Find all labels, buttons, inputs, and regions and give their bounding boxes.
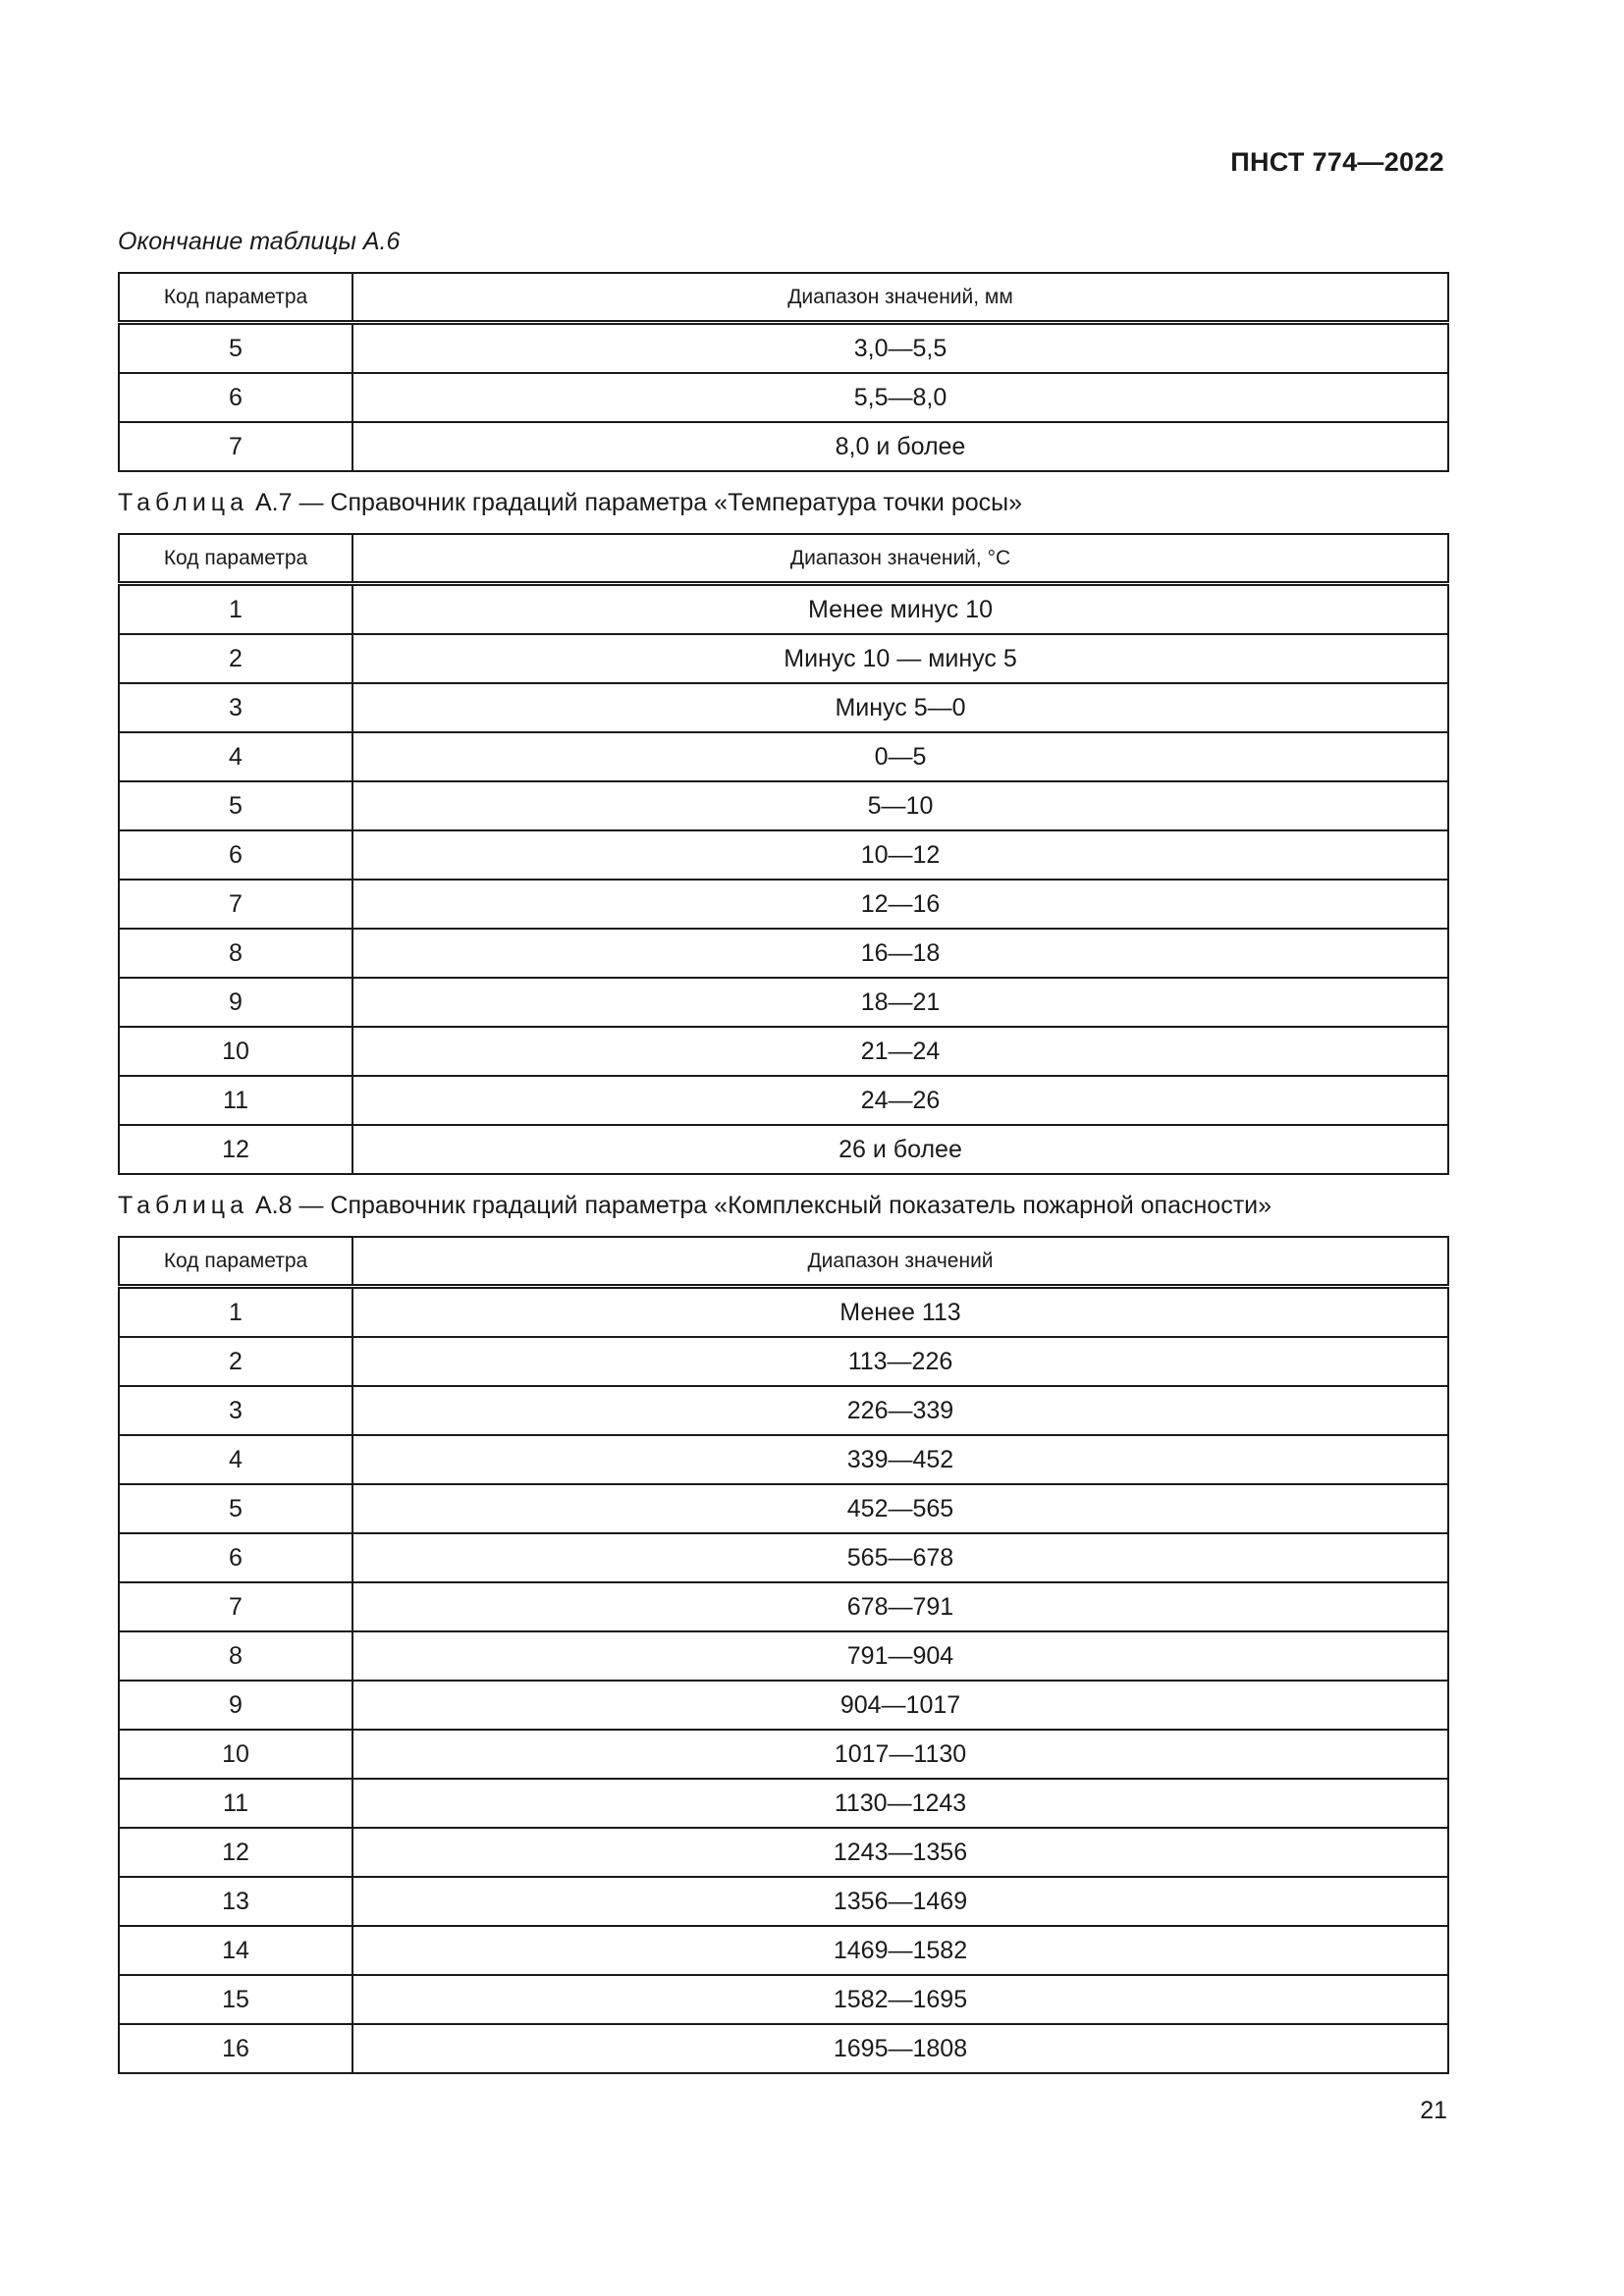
column-header-range: Диапазон значений, °С — [352, 534, 1448, 584]
value-range-cell: 226—339 — [352, 1386, 1448, 1435]
value-range-cell: 904—1017 — [352, 1681, 1448, 1730]
parameter-code-cell: 10 — [119, 1027, 352, 1076]
table-row — [119, 1435, 1448, 1484]
table-a8-caption-text: А.8 — Справочник градаций параметра «Комплексный показатель пожарной опасности» — [254, 1192, 1272, 1219]
value-range-cell: 113—226 — [352, 1337, 1448, 1386]
table-a8 — [118, 1236, 1449, 2074]
value-range-cell: 0—5 — [352, 732, 1448, 781]
parameter-code-cell: 2 — [119, 634, 352, 683]
table-row — [119, 2024, 1448, 2073]
value-range-cell: Минус 5—0 — [352, 683, 1448, 732]
value-range-cell: 16—18 — [352, 929, 1448, 978]
table-row — [119, 1027, 1448, 1076]
value-range-cell: 1356—1469 — [352, 1877, 1448, 1926]
parameter-code-cell: 7 — [119, 1582, 352, 1631]
column-header-code: Код параметра — [119, 1237, 352, 1287]
table-row — [119, 1386, 1448, 1435]
parameter-code-cell: 10 — [119, 1730, 352, 1779]
table-row — [119, 1730, 1448, 1779]
table-row — [119, 781, 1448, 830]
table-row — [119, 1975, 1448, 2024]
value-range-cell: 1469—1582 — [352, 1926, 1448, 1975]
value-range-cell: 12—16 — [352, 880, 1448, 929]
value-range-cell: 8,0 и более — [352, 422, 1448, 471]
parameter-code-cell: 16 — [119, 2024, 352, 2073]
parameter-code-cell: 7 — [119, 880, 352, 929]
parameter-code-cell: 6 — [119, 373, 352, 422]
parameter-code-cell: 4 — [119, 732, 352, 781]
column-header-code: Код параметра — [119, 273, 352, 323]
table-a7-caption-prefix: Таблица — [118, 489, 249, 516]
table-row — [119, 1828, 1448, 1877]
parameter-code-cell: 4 — [119, 1435, 352, 1484]
table-row — [119, 1631, 1448, 1681]
table-a8-body — [119, 1287, 1448, 2074]
table-row — [119, 1484, 1448, 1533]
table-row — [119, 634, 1448, 683]
column-header-range: Диапазон значений — [352, 1237, 1448, 1287]
parameter-code-cell: 2 — [119, 1337, 352, 1386]
value-range-cell: 1582—1695 — [352, 1975, 1448, 2024]
table-row — [119, 732, 1448, 781]
parameter-code-cell: 13 — [119, 1877, 352, 1926]
table-row — [119, 1076, 1448, 1125]
table-row — [119, 1779, 1448, 1828]
table-header-row — [119, 1237, 1448, 1287]
value-range-cell: 1695—1808 — [352, 2024, 1448, 2073]
table-row — [119, 1926, 1448, 1975]
table-row — [119, 683, 1448, 732]
value-range-cell: 1130—1243 — [352, 1779, 1448, 1828]
table-row — [119, 323, 1448, 374]
parameter-code-cell: 12 — [119, 1125, 352, 1174]
table-row — [119, 584, 1448, 635]
table-a7-body — [119, 584, 1448, 1175]
parameter-code-cell: 3 — [119, 1386, 352, 1435]
value-range-cell: 5—10 — [352, 781, 1448, 830]
document-id: ПНСТ 774—2022 — [1230, 147, 1444, 177]
parameter-code-cell: 11 — [119, 1779, 352, 1828]
parameter-code-cell: 6 — [119, 1533, 352, 1582]
value-range-cell: Минус 10 — минус 5 — [352, 634, 1448, 683]
value-range-cell: 339—452 — [352, 1435, 1448, 1484]
table-a8-caption — [118, 1192, 1272, 1220]
parameter-code-cell: 9 — [119, 978, 352, 1027]
column-header-code: Код параметра — [119, 534, 352, 584]
parameter-code-cell: 5 — [119, 1484, 352, 1533]
table-row — [119, 1533, 1448, 1582]
table-row — [119, 1337, 1448, 1386]
table-row — [119, 1582, 1448, 1631]
value-range-cell: 452—565 — [352, 1484, 1448, 1533]
table-a7-caption-text: А.7 — Справочник градаций параметра «Температура точки росы» — [254, 489, 1023, 516]
parameter-code-cell: 8 — [119, 1631, 352, 1681]
parameter-code-cell: 15 — [119, 1975, 352, 2024]
value-range-cell: 18—21 — [352, 978, 1448, 1027]
table-row — [119, 1125, 1448, 1174]
parameter-code-cell: 6 — [119, 830, 352, 880]
value-range-cell: 565—678 — [352, 1533, 1448, 1582]
table-row — [119, 373, 1448, 422]
table-row — [119, 880, 1448, 929]
table-a7-caption — [118, 489, 1022, 517]
table-row — [119, 1877, 1448, 1926]
parameter-code-cell: 7 — [119, 422, 352, 471]
value-range-cell: 678—791 — [352, 1582, 1448, 1631]
table-row — [119, 929, 1448, 978]
value-range-cell: Менее 113 — [352, 1287, 1448, 1338]
table-a6-caption: Окончание таблицы А.6 — [118, 228, 401, 255]
value-range-cell: 3,0—5,5 — [352, 323, 1448, 374]
value-range-cell: 1243—1356 — [352, 1828, 1448, 1877]
table-a8-caption-prefix: Таблица — [118, 1192, 249, 1219]
column-header-range: Диапазон значений, мм — [352, 273, 1448, 323]
parameter-code-cell: 12 — [119, 1828, 352, 1877]
value-range-cell: 5,5—8,0 — [352, 373, 1448, 422]
table-row — [119, 1287, 1448, 1338]
value-range-cell: 10—12 — [352, 830, 1448, 880]
parameter-code-cell: 5 — [119, 781, 352, 830]
table-row — [119, 830, 1448, 880]
value-range-cell: 21—24 — [352, 1027, 1448, 1076]
page-number: 21 — [1420, 2097, 1447, 2124]
parameter-code-cell: 3 — [119, 683, 352, 732]
parameter-code-cell: 14 — [119, 1926, 352, 1975]
table-a6 — [118, 272, 1449, 472]
value-range-cell: Менее минус 10 — [352, 584, 1448, 635]
parameter-code-cell: 5 — [119, 323, 352, 374]
table-row — [119, 422, 1448, 471]
parameter-code-cell: 1 — [119, 584, 352, 635]
table-a6-body — [119, 323, 1448, 472]
parameter-code-cell: 11 — [119, 1076, 352, 1125]
table-row — [119, 978, 1448, 1027]
value-range-cell: 26 и более — [352, 1125, 1448, 1174]
table-header-row — [119, 273, 1448, 323]
table-header-row — [119, 534, 1448, 584]
value-range-cell: 791—904 — [352, 1631, 1448, 1681]
table-row — [119, 1681, 1448, 1730]
parameter-code-cell: 8 — [119, 929, 352, 978]
parameter-code-cell: 1 — [119, 1287, 352, 1338]
parameter-code-cell: 9 — [119, 1681, 352, 1730]
value-range-cell: 24—26 — [352, 1076, 1448, 1125]
value-range-cell: 1017—1130 — [352, 1730, 1448, 1779]
table-a7 — [118, 533, 1449, 1175]
